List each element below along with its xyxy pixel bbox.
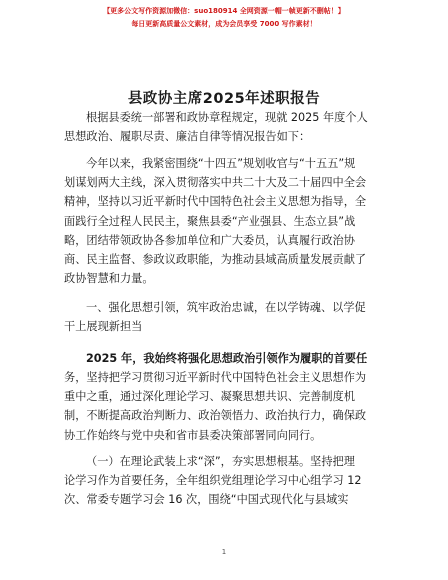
text-line: 次、常委专题学习会 16 次，围绕“中国式现代化与县域实 xyxy=(64,493,349,507)
text-line: 2025 年，我始终将强化思想政治引领作为履职的首要任 xyxy=(86,352,368,365)
text-line: 根据县委统一部署和政协章程规定，现就 2025 年度个人 xyxy=(86,111,368,124)
text-line: 政协智慧和力量。 xyxy=(64,272,154,286)
page-number: 1 xyxy=(221,548,227,556)
text-line: （一）在理论武装上求“深”，夯实思想根基。坚持把理 xyxy=(86,455,355,468)
promo-banner-line-1: 【更多公文写作资源加微信：suo180914 全网资源一帽一帧更新不删帖！】 xyxy=(103,7,345,15)
text-line: 论学习作为首要任务，全年组织党组理论学习中心组学习 12 xyxy=(64,474,362,488)
text-line: 重中之重，通过深化理论学习、凝聚思想共识、完善制度机 xyxy=(64,390,355,404)
paragraph-5 xyxy=(64,368,392,445)
text-line: 略，团结带领政协各参加单位和广大委员，认真履行政治协 xyxy=(64,233,355,247)
text-line: 务，坚持把学习贯彻习近平新时代中国特色社会主义思想作为 xyxy=(64,371,367,384)
text-line: 面践行全过程人民民主，聚焦县委“产业强县、生态立县”战 xyxy=(64,214,356,228)
section-heading-1 xyxy=(64,298,392,336)
text-line: 今年以来，我紧密围绕“十四五”规划收官与“十五五”规 xyxy=(86,157,356,170)
text-line: 一、强化思想引领，筑牢政治忠诚，在以学铸魂、以学促 xyxy=(86,301,366,314)
text-line: 商、民主监督、参政议政职能，为推动县域高质量发展贡献了 xyxy=(64,252,367,266)
bold-lead-line xyxy=(64,349,392,368)
paragraph-1 xyxy=(64,108,392,146)
document-title: 县政协主席2025年述职报告 xyxy=(127,91,321,107)
text-line: 精神，坚持以习近平新时代中国特色社会主义思想为指导，全 xyxy=(64,195,367,209)
paragraph-6 xyxy=(64,452,392,510)
text-line: 制，不断提高政治判断力、政治领悟力、政治执行力，确保政 xyxy=(64,409,367,423)
text-line: 协工作始终与党中央和省市县委决策部署同向同行。 xyxy=(64,428,322,442)
promo-banner-line-2: 每日更新高质量公文素材，成为会员享受 7000 写作素材！ xyxy=(131,20,317,28)
text-line: 划谋划两大主线，深入贯彻落实中共二十大及二十届四中全会 xyxy=(64,176,367,190)
paragraph-2 xyxy=(64,154,392,288)
text-line: 干上展现新担当 xyxy=(64,320,143,334)
text-line: 思想政治、履职尽责、廉洁自律等情况报告如下： xyxy=(64,130,311,144)
